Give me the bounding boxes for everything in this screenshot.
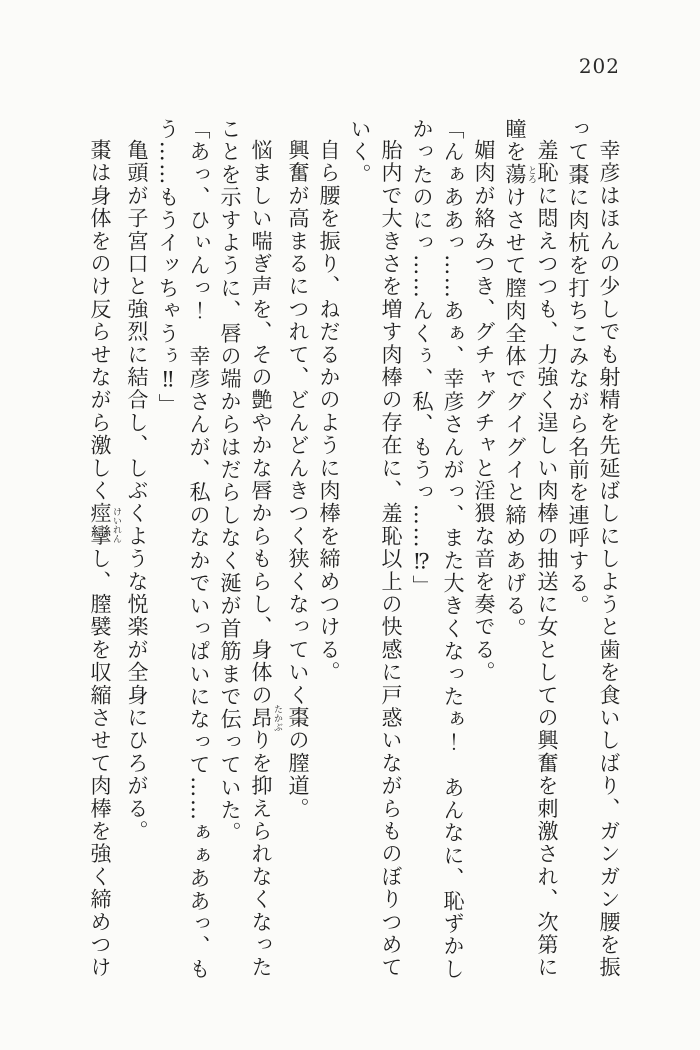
- paragraph: 興奮が高まるにつれて、どんどんきつく狭くなっていく棗の膣道。: [286, 139, 310, 820]
- paragraph: 胎内で大きさを増す肉棒の存在に、羞恥以上の快感に戸惑いながらものぼりつめていく。: [348, 118, 403, 979]
- paragraph-dialogue: 「あっ、ひぃんっ！ 幸彦さんが、私のなかでいっぱいになって……ぁぁああっ、もう……もうイッちゃうぅ‼」: [156, 118, 211, 981]
- paragraph: 悩ましい喘ぎ声を、その艶やかな唇からもらし、身体の昂 たかぶりを抑えられなくなったことを示すように、唇の端からはだらしなく涎が首筋まで伝っていた。: [218, 118, 282, 979]
- paragraph: 亀頭が子宮口と強烈に結合し、しぶくような悦楽が全身にひろがる。: [125, 139, 149, 843]
- page-text: [84, 118, 624, 992]
- paragraph: 幸彦はほんの少しでも射精を先延ばしにしようと歯を食いしばり、ガンガン腰を振って棗に肉杭を打ちこみながら名前を連呼する。: [566, 118, 621, 979]
- paragraph: 羞恥に悶えつつも、力強く逞しい肉棒の抽送に女としての興奮を刺激され、次第に瞳を蕩 とろけさせて膣肉全体でグイグイと締めあげる。: [503, 118, 559, 979]
- paragraph: 媚肉が絡みつき、グチャグチャと淫猥な音を奏でる。: [472, 139, 496, 684]
- paragraph: 棗は身体をのけ反らせながら激しく痙攣 けいれんし、膣襞を収縮させて肉棒を強く締めつけ: [88, 139, 121, 979]
- paragraph-dialogue: 「んぁああっ……あぁ、幸彦さんがっ、また大きくなったぁ！ あんなに、恥ずかしかったのにっ……んくぅ、私、もうっ……⁉」: [410, 118, 465, 981]
- page-number: 202: [578, 54, 620, 78]
- paragraph: 自ら腰を振り、ねだるかのように肉棒を締めつける。: [317, 139, 341, 684]
